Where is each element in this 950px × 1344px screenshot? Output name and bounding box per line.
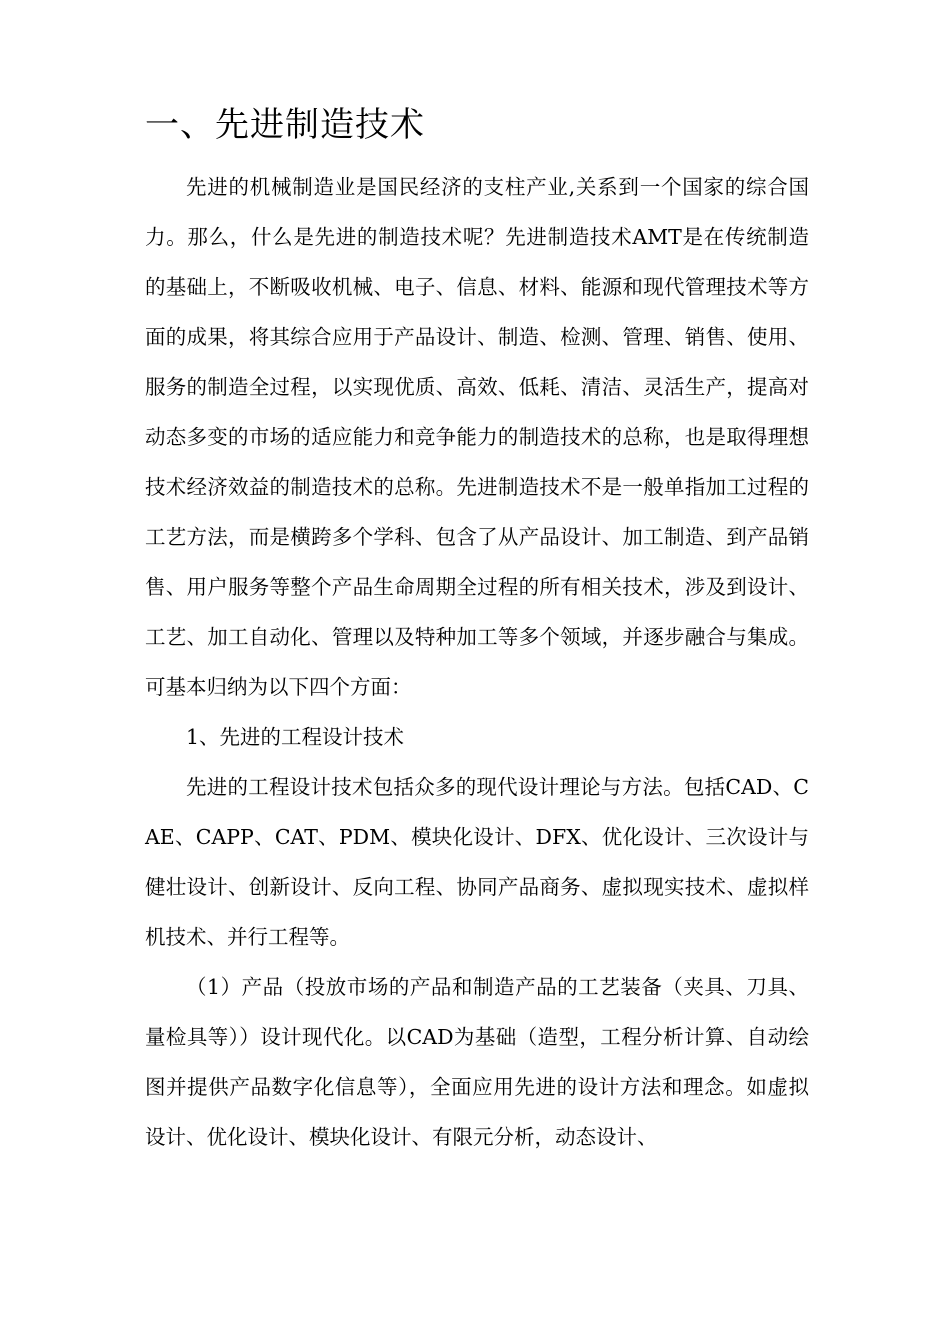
document-title: 一、先进制造技术 bbox=[145, 105, 425, 145]
paragraph-intro: 先进的机械制造业是国民经济的支柱产业,关系到一个国家的综合国力。那么，什么是先进的制造技术呢？先进制造技术AMT是在传统制造的基础上，不断吸收机械、电子、信息、材料、能源和现代管理技术等方面的成果，将其综合应用于产品设计、制造、检测、管理、销售、使用、服务的制造全过程，以实现优质、高效、低耗、清洁、灵活生产，提高对动态多变的市场的适应能力和竞争能力的制造技术的总称，也是取得理想技术经济效益的制造技术的总称。先进制造技术不是一般单指加工过程的工艺方法，而是横跨多个学科、包含了从产品设计、加工制造、到产品销售、用户服务等整个产品生命周期全过程的所有相关技术，涉及到设计、工艺、加工自动化、管理以及特种加工等多个领域，并逐步融合与集成。可基本归纳为以下四个方面： bbox=[145, 175, 809, 699]
document-body bbox=[145, 162, 809, 1162]
section-heading: 1、先进的工程设计技术 bbox=[186, 725, 405, 749]
paragraph-design: 先进的工程设计技术包括众多的现代设计理论与方法。包括CAD、CAE、CAPP、CAT、PDM、模块化设计、DFX、优化设计、三次设计与健壮设计、创新设计、反向工程、协同产品商务、虚拟现实技术、虚拟样机技术、并行工程等。 bbox=[145, 775, 809, 949]
paragraph-item-1: （1）产品（投放市场的产品和制造产品的工艺装备（夹具、刀具、量检具等））设计现代化。以CAD为基础（造型，工程分析计算、自动绘图并提供产品数字化信息等），全面应用先进的设计方法和理念。如虚拟设计、优化设计、模块化设计、有限元分析，动态设计、 bbox=[145, 975, 809, 1149]
